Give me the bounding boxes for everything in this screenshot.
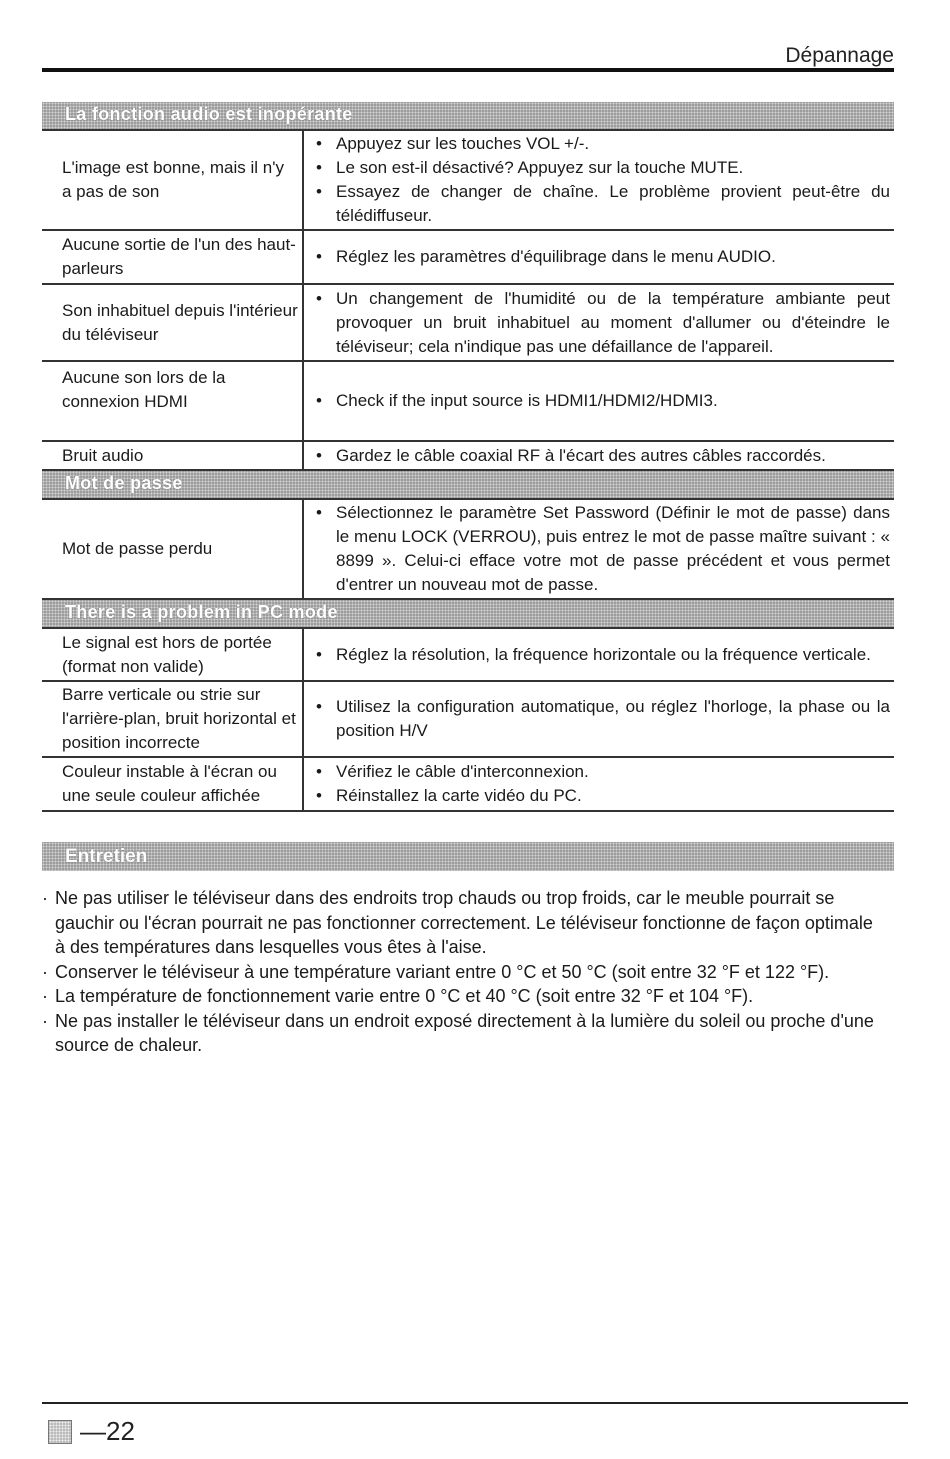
problem-cell: Le signal est hors de portée (format non valide): [42, 629, 304, 680]
table-row: [42, 131, 894, 231]
table-row: [42, 758, 894, 812]
solution-cell: [304, 682, 894, 756]
solution-item: • Réglez les paramètres d'équilibrage dans le menu AUDIO.: [316, 247, 776, 266]
solution-cell: [304, 629, 894, 680]
table-row: [42, 500, 894, 600]
solution-item: • Essayez de changer de chaîne. Le problème provient peut-être du télédiffuseur.: [316, 182, 890, 225]
table-row: [42, 682, 894, 758]
section-header-audio: [42, 102, 894, 131]
list-item: · Ne pas utiliser le téléviseur dans des endroits trop chauds ou trop froids, car le meuble pourrait se gauchir ou l'écran pourrait ne pas fonctionner correctement. Le téléviseur fonctionne de façon optimale à des températures dans lesquelles vous êtes à l'aise.: [42, 888, 873, 957]
language-icon: [48, 1420, 72, 1444]
solution-item: • Check if the input source is HDMI1/HDMI2/HDMI3.: [316, 391, 718, 410]
solution-cell: [304, 758, 894, 810]
maintenance-list: [42, 886, 882, 1058]
solution-cell: [304, 285, 894, 360]
solution-cell: [304, 231, 894, 283]
problem-cell: Barre verticale ou strie sur l'arrière-plan, bruit horizontal et position incorrecte: [42, 682, 304, 756]
footer-divider: [42, 1402, 908, 1404]
section-title: Mot de passe: [65, 473, 183, 493]
list-item: · La température de fonctionnement varie entre 0 °C et 40 °C (soit entre 32 °F et 104 °F).: [42, 986, 754, 1006]
solution-cell: [304, 362, 894, 440]
problem-cell: Couleur instable à l'écran ou une seule couleur affichée: [42, 758, 304, 810]
solution-cell: [304, 131, 894, 229]
section-title: La fonction audio est inopérante: [65, 104, 353, 124]
troubleshooting-table: [42, 102, 894, 812]
section-title: Entretien: [65, 846, 148, 867]
solution-item: • Sélectionnez le paramètre Set Password (Définir le mot de passe) dans le menu LOCK (VERROU), puis entrez le mot de passe maître suivant : « 8899 ». Celui-ci efface votre mot de passe précédent et vous permet d'entrer un nouveau mot de passe.: [316, 503, 890, 594]
solution-item: • Réinstallez la carte vidéo du PC.: [316, 786, 582, 805]
solution-item: • Utilisez la configuration automatique, ou réglez l'horloge, la phase ou la position H/V: [316, 697, 890, 740]
problem-cell: Aucune sortie de l'un des haut-parleurs: [42, 231, 304, 283]
problem-cell: Aucune son lors de la connexion HDMI: [42, 362, 304, 440]
section-header-pc-mode: [42, 600, 894, 629]
solution-item: • Le son est-il désactivé? Appuyez sur la touche MUTE.: [316, 158, 744, 177]
solution-item: • Gardez le câble coaxial RF à l'écart des autres câbles raccordés.: [316, 445, 826, 465]
list-item: · Conserver le téléviseur à une température variant entre 0 °C et 50 °C (soit entre 32 °F et 122 °F).: [42, 961, 830, 982]
table-row: [42, 442, 894, 471]
table-row: [42, 362, 894, 442]
solution-item: • Réglez la résolution, la fréquence horizontale ou la fréquence verticale.: [316, 644, 871, 664]
problem-cell: Son inhabituel depuis l'intérieur du téléviseur: [42, 285, 304, 360]
header-divider: [42, 68, 894, 72]
list-item: · Ne pas installer le téléviseur dans un endroit exposé directement à la lumière du soleil ou proche d'une source de chaleur.: [42, 1010, 874, 1055]
section-header-password: [42, 471, 894, 500]
solution-item: • Appuyez sur les touches VOL +/-.: [316, 134, 590, 153]
section-header-maintenance: [42, 842, 894, 871]
section-title: There is a problem in PC mode: [65, 602, 338, 622]
solution-item: • Un changement de l'humidité ou de la température ambiante peut provoquer un bruit inhabituel au moment d'allumer ou d'éteindre le téléviseur; cela n'indique pas une défaillance de l'appareil.: [316, 288, 890, 356]
solution-cell: [304, 442, 894, 469]
table-row: [42, 629, 894, 682]
page-header-title: Dépannage: [785, 44, 894, 67]
problem-cell: L'image est bonne, mais il n'y a pas de son: [42, 131, 304, 229]
solution-cell: [304, 500, 894, 598]
table-row: [42, 231, 894, 285]
problem-cell: Bruit audio: [42, 442, 304, 469]
problem-cell: Mot de passe perdu: [42, 500, 304, 598]
table-row: [42, 285, 894, 362]
solution-item: • Vérifiez le câble d'interconnexion.: [316, 762, 589, 781]
page-number: —22: [80, 1416, 135, 1446]
